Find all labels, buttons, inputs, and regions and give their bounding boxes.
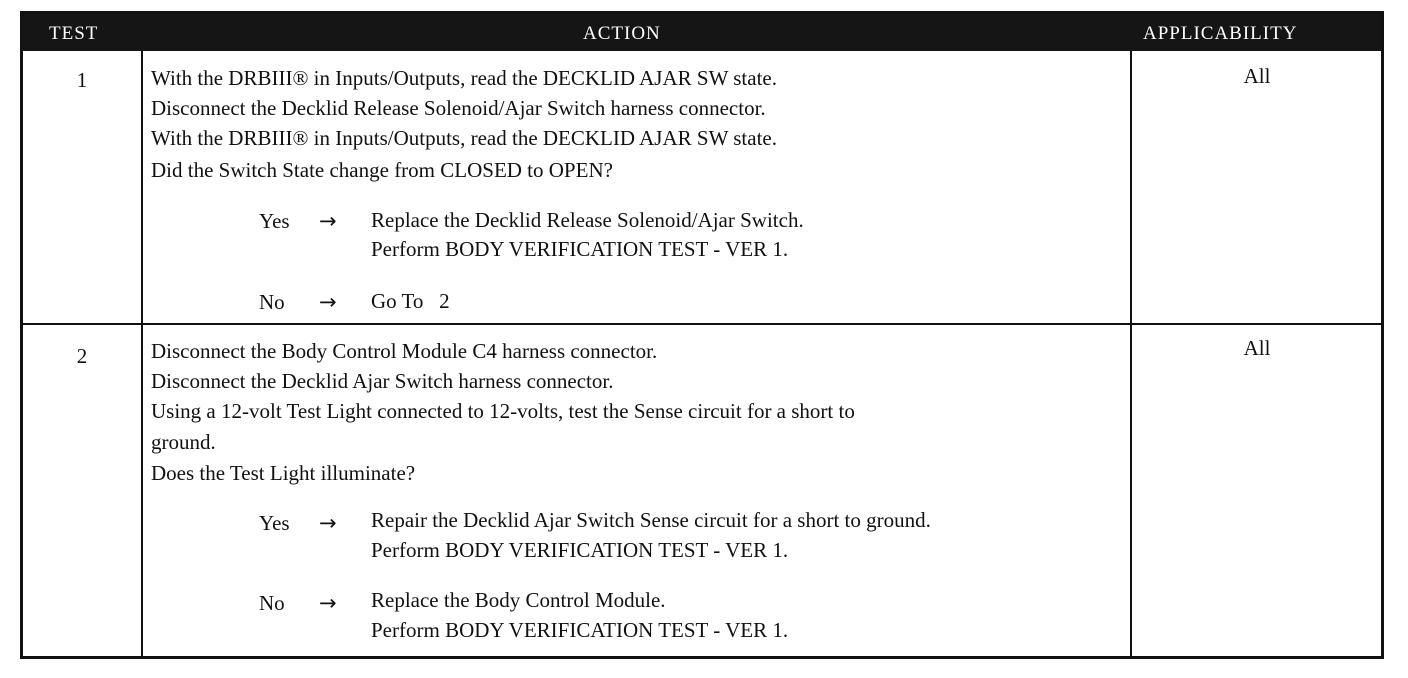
action-line: Disconnect the Decklid Ajar Switch harness connector. [151, 369, 614, 393]
action-line: Did the Switch State change from CLOSED to OPEN? [151, 158, 613, 182]
yes-result: Repair the Decklid Ajar Switch Sense circuit for a short to ground. [371, 508, 931, 532]
yes-label: Yes [259, 511, 290, 535]
no-label: No [259, 290, 285, 314]
yes-label: Yes [259, 209, 290, 233]
no-result: Perform BODY VERIFICATION TEST - VER 1. [371, 618, 789, 642]
table-header [23, 14, 1381, 51]
yes-result: Replace the Decklid Release Solenoid/Ajar Switch. [371, 208, 804, 232]
action-line: With the DRBIII® in Inputs/Outputs, read the DECKLID AJAR SW state. [151, 66, 777, 90]
yes-result: Perform BODY VERIFICATION TEST - VER 1. [371, 237, 789, 261]
diagnostic-test-table [20, 11, 1384, 659]
column-divider-test [141, 51, 143, 656]
applicability-value: All [1243, 336, 1271, 360]
yes-result: Perform BODY VERIFICATION TEST - VER 1. [371, 538, 789, 562]
action-line: Using a 12-volt Test Light connected to 12-volts, test the Sense circuit for a short to [151, 399, 855, 423]
header-test: TEST [49, 23, 99, 44]
applicability-value: All [1243, 64, 1271, 88]
arrow-icon: → [319, 209, 337, 233]
action-line: Does the Test Light illuminate? [151, 461, 416, 485]
arrow-icon: → [319, 290, 337, 314]
action-line: Disconnect the Decklid Release Solenoid/Ajar Switch harness connector. [151, 96, 766, 120]
arrow-icon: → [319, 591, 337, 615]
header-action: ACTION [583, 23, 661, 44]
no-result: Replace the Body Control Module. [371, 588, 666, 612]
row-divider [23, 323, 1381, 325]
test-number: 2 [76, 344, 88, 368]
action-line: ground. [151, 430, 216, 454]
arrow-icon: → [319, 511, 337, 535]
action-line: With the DRBIII® in Inputs/Outputs, read the DECKLID AJAR SW state. [151, 126, 777, 150]
no-result: Go To 2 [371, 289, 450, 313]
no-label: No [259, 591, 285, 615]
header-applicability: APPLICABILITY [1143, 23, 1298, 44]
test-number: 1 [76, 68, 88, 92]
action-line: Disconnect the Body Control Module C4 harness connector. [151, 339, 658, 363]
